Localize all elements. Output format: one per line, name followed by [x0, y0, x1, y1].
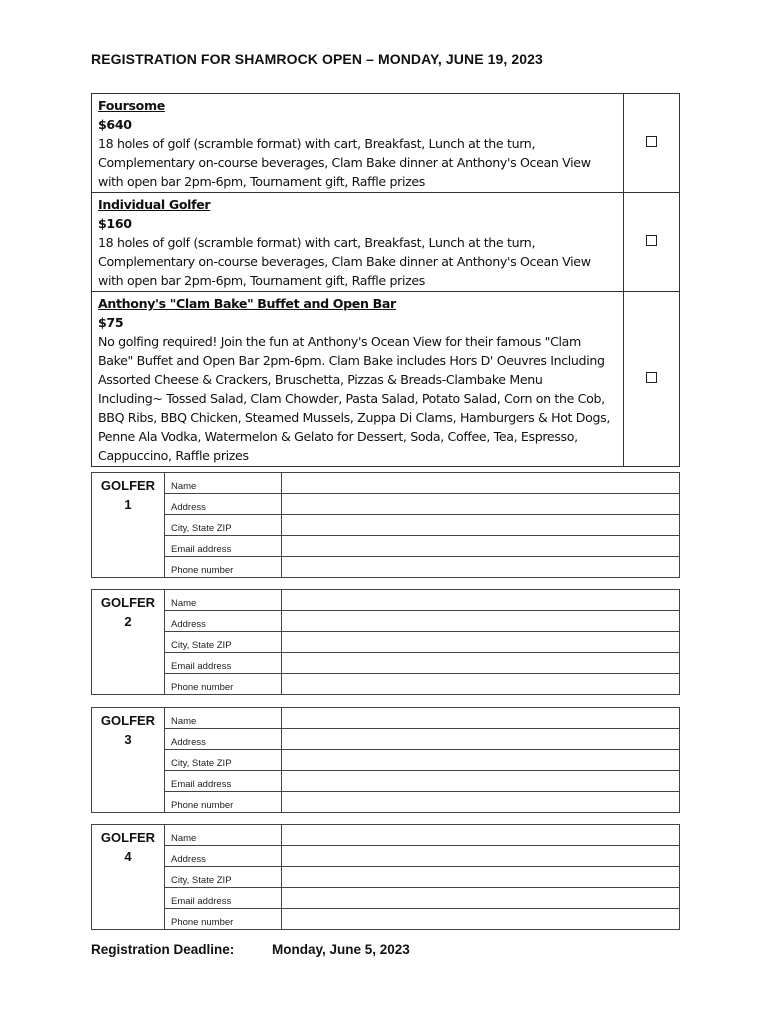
- field-label-phone: Phone number: [165, 674, 282, 695]
- option-detail-line: Penne Ala Vodka, Watermelon & Gelato for Dessert, Soda, Coffee, Tea, Espresso,: [98, 429, 578, 444]
- foursome-checkbox[interactable]: [646, 136, 657, 147]
- field-label-address: Address: [165, 611, 282, 632]
- option-detail-line: Assorted Cheese & Crackers, Bruschetta, Pizzas & Breads-Clambake Menu: [98, 372, 543, 387]
- golfer-3-name-cell: [282, 708, 680, 729]
- golfer-3-city-state-zip-input[interactable]: [282, 752, 679, 770]
- field-label-city-state-zip: City, State ZIP: [165, 632, 282, 653]
- option-detail-line: Complementary on-course beverages, Clam Bake dinner at Anthony's Ocean View: [98, 254, 591, 269]
- golfer-1-address-cell: [282, 494, 680, 515]
- golfer-4-address-cell: [282, 846, 680, 867]
- option-detail-line: with open bar 2pm-6pm, Tournament gift, Raffle prizes: [98, 174, 425, 189]
- golfer-2-phone-cell: [282, 674, 680, 695]
- golfer-1-table: [91, 472, 680, 578]
- golfer-2-name-cell: [282, 590, 680, 611]
- field-label-city-state-zip: City, State ZIP: [165, 750, 282, 771]
- golfer-4-email-input[interactable]: [282, 890, 679, 908]
- option-detail-line: 18 holes of golf (scramble format) with cart, Breakfast, Lunch at the turn,: [98, 136, 536, 151]
- golfer-3-email-input[interactable]: [282, 773, 679, 791]
- golfer-1-phone-cell: [282, 557, 680, 578]
- golfer-label: GOLFER: [100, 713, 156, 728]
- golfer-number: 3: [124, 732, 132, 747]
- registration-options-table: [91, 93, 680, 467]
- option-name: Individual Golfer: [98, 197, 211, 212]
- golfer-2-name-input[interactable]: [282, 592, 679, 610]
- golfer-1-address-input[interactable]: [282, 496, 679, 514]
- field-label-phone: Phone number: [165, 792, 282, 813]
- golfer-3-phone-input[interactable]: [282, 794, 679, 812]
- option-checkbox-cell: [624, 292, 680, 467]
- deadline-date: Monday, June 5, 2023: [272, 942, 410, 957]
- golfer-label: GOLFER: [100, 830, 156, 845]
- option-price: $640: [98, 117, 132, 132]
- golfer-4-phone-input[interactable]: [282, 911, 679, 929]
- golfer-heading: [92, 473, 165, 578]
- golfer-4-email-cell: [282, 888, 680, 909]
- field-label-phone: Phone number: [165, 557, 282, 578]
- option-description: [92, 193, 624, 292]
- golfer-3-address-cell: [282, 729, 680, 750]
- golfer-4-city-state-zip-input[interactable]: [282, 869, 679, 887]
- option-detail-line: Bake" Buffet and Open Bar 2pm-6pm. Clam Bake includes Hors D' Oeuvres Including: [98, 353, 605, 368]
- golfer-number: 2: [124, 614, 132, 629]
- option-price: $75: [98, 315, 124, 330]
- field-label-email: Email address: [165, 536, 282, 557]
- field-label-name: Name: [165, 473, 282, 494]
- field-label-address: Address: [165, 494, 282, 515]
- golfer-heading: [92, 590, 165, 695]
- golfer-label: GOLFER: [100, 478, 156, 493]
- golfer-1-email-input[interactable]: [282, 538, 679, 556]
- golfer-4-address-input[interactable]: [282, 848, 679, 866]
- golfer-3-address-input[interactable]: [282, 731, 679, 749]
- field-label-email: Email address: [165, 771, 282, 792]
- option-name: Foursome: [98, 98, 165, 113]
- golfer-1-city-state-zip-input[interactable]: [282, 517, 679, 535]
- option-price: $160: [98, 216, 132, 231]
- field-label-name: Name: [165, 825, 282, 846]
- deadline-label: Registration Deadline:: [91, 942, 235, 957]
- option-row-clam-bake: [92, 292, 680, 467]
- field-label-name: Name: [165, 708, 282, 729]
- option-detail-line: Including~ Tossed Salad, Clam Chowder, Pasta Salad, Potato Salad, Corn on the Cob,: [98, 391, 605, 406]
- option-detail-line: No golfing required! Join the fun at Anthony's Ocean View for their famous "Clam: [98, 334, 581, 349]
- golfer-heading: [92, 825, 165, 930]
- golfer-2-phone-input[interactable]: [282, 676, 679, 694]
- option-detail-line: BBQ Ribs, BBQ Chicken, Steamed Mussels, Zuppa Di Clams, Hamburgers & Hot Dogs,: [98, 410, 611, 425]
- option-detail-line: Complementary on-course beverages, Clam Bake dinner at Anthony's Ocean View: [98, 155, 591, 170]
- option-description: [92, 292, 624, 467]
- golfer-3-name-input[interactable]: [282, 710, 679, 728]
- golfer-1-city-cell: [282, 515, 680, 536]
- golfer-2-email-input[interactable]: [282, 655, 679, 673]
- option-detail-line: 18 holes of golf (scramble format) with cart, Breakfast, Lunch at the turn,: [98, 235, 536, 250]
- individual-golfer-checkbox[interactable]: [646, 235, 657, 246]
- golfer-4-name-input[interactable]: [282, 827, 679, 845]
- golfer-2-address-input[interactable]: [282, 613, 679, 631]
- golfer-number: 1: [124, 497, 132, 512]
- option-name: Anthony's "Clam Bake" Buffet and Open Bar: [98, 296, 396, 311]
- option-checkbox-cell: [624, 94, 680, 193]
- golfer-1-name-input[interactable]: [282, 475, 679, 493]
- golfer-3-table: [91, 707, 680, 813]
- field-label-phone: Phone number: [165, 909, 282, 930]
- option-row-individual: [92, 193, 680, 292]
- page-title: REGISTRATION FOR SHAMROCK OPEN – MONDAY, JUNE 19, 2023: [91, 51, 543, 67]
- golfer-1-name-cell: [282, 473, 680, 494]
- field-label-address: Address: [165, 846, 282, 867]
- option-row-foursome: [92, 94, 680, 193]
- option-checkbox-cell: [624, 193, 680, 292]
- clam-bake-checkbox[interactable]: [646, 372, 657, 383]
- golfer-label: GOLFER: [100, 595, 156, 610]
- field-label-name: Name: [165, 590, 282, 611]
- golfer-3-email-cell: [282, 771, 680, 792]
- golfer-2-city-state-zip-input[interactable]: [282, 634, 679, 652]
- golfer-number: 4: [124, 849, 132, 864]
- golfer-1-phone-input[interactable]: [282, 559, 679, 577]
- option-description: [92, 94, 624, 193]
- golfer-heading: [92, 708, 165, 813]
- option-detail-line: with open bar 2pm-6pm, Tournament gift, Raffle prizes: [98, 273, 425, 288]
- golfer-2-city-cell: [282, 632, 680, 653]
- field-label-email: Email address: [165, 888, 282, 909]
- field-label-city-state-zip: City, State ZIP: [165, 515, 282, 536]
- golfer-4-phone-cell: [282, 909, 680, 930]
- golfer-4-table: [91, 824, 680, 930]
- golfer-2-table: [91, 589, 680, 695]
- field-label-city-state-zip: City, State ZIP: [165, 867, 282, 888]
- field-label-email: Email address: [165, 653, 282, 674]
- golfer-3-city-cell: [282, 750, 680, 771]
- golfer-1-email-cell: [282, 536, 680, 557]
- golfer-4-city-cell: [282, 867, 680, 888]
- option-detail-line: Cappuccino, Raffle prizes: [98, 448, 249, 463]
- field-label-address: Address: [165, 729, 282, 750]
- golfer-2-email-cell: [282, 653, 680, 674]
- golfer-2-address-cell: [282, 611, 680, 632]
- golfer-4-name-cell: [282, 825, 680, 846]
- golfer-3-phone-cell: [282, 792, 680, 813]
